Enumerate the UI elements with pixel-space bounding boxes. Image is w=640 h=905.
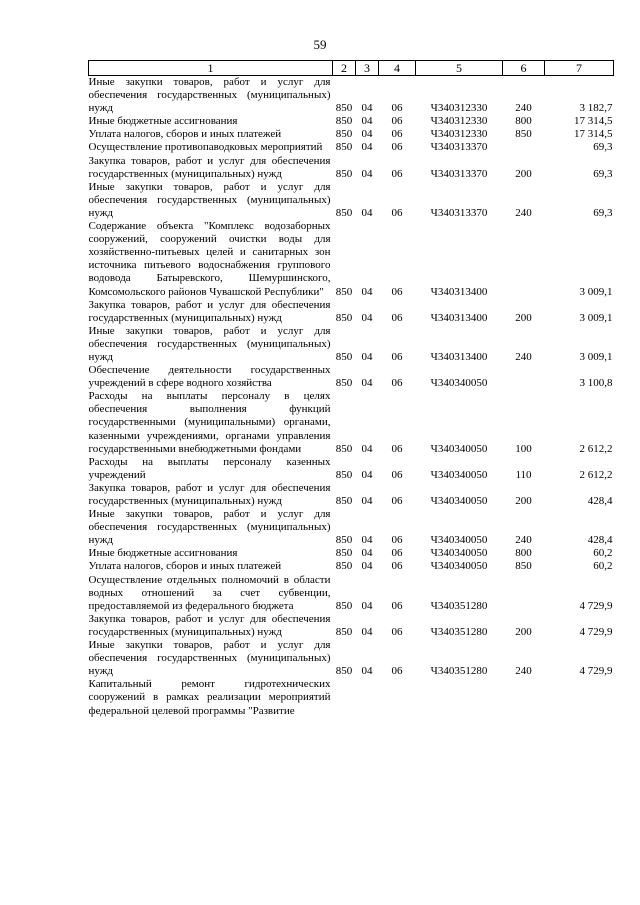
row-section-code: 04: [361, 625, 373, 638]
row-target-article: Ч340313400: [430, 311, 488, 324]
row-subsection-code: 06: [391, 625, 403, 638]
row-subsection-code: 06: [391, 665, 403, 678]
row-expense-type: [503, 220, 545, 299]
row-expense-type: 240: [515, 206, 532, 219]
row-section-code: 04: [361, 599, 373, 612]
row-section-code: [356, 678, 379, 717]
column-header-4: 4: [379, 61, 416, 76]
row-ministry-code: 850: [335, 128, 353, 141]
row-section-code: 04: [361, 495, 373, 507]
row-ministry-code: 850: [335, 115, 353, 128]
row-ministry-code: 850: [335, 167, 353, 180]
column-header-2: 2: [333, 61, 356, 76]
row-section-code: 04: [361, 534, 373, 547]
row-ministry-code: 850: [335, 547, 353, 560]
row-ministry-code: 850: [335, 534, 353, 547]
row-expense-type: 100: [515, 442, 532, 455]
row-amount: [545, 678, 614, 717]
row-expense-type: [503, 141, 545, 154]
row-subsection-code: 06: [391, 102, 403, 115]
column-header-1: 1: [89, 61, 333, 76]
row-target-article: Ч340340050: [430, 468, 488, 481]
table-row: [89, 364, 614, 390]
row-ministry-code: 850: [335, 377, 353, 390]
row-amount: 69,3: [593, 141, 613, 154]
row-target-article: Ч340351280: [430, 625, 488, 638]
row-amount: 17 314,5: [574, 115, 613, 128]
row-section-code: 04: [361, 128, 373, 141]
row-amount: 60,2: [593, 560, 613, 573]
row-subsection-code: 06: [391, 599, 403, 612]
column-header-7: 7: [545, 61, 614, 76]
table-row: [89, 390, 614, 455]
table-row: [89, 639, 614, 678]
row-expense-type: 800: [515, 115, 532, 128]
row-section-code: 04: [361, 377, 373, 390]
table-row: [89, 613, 614, 639]
row-section-code: 04: [361, 102, 373, 115]
header-row: [89, 61, 614, 76]
table-row: [89, 482, 614, 508]
row-name: Капитальный ремонт гидротехнических сооружений в рамках реализации мероприятий федеральной целевой программы "Развитие: [88, 678, 331, 717]
row-name: Закупка товаров, работ и услуг для обеспечения государственных (муниципальных) нужд: [88, 481, 331, 507]
row-ministry-code: 850: [335, 560, 353, 573]
row-subsection-code: 06: [391, 285, 403, 298]
row-target-article: Ч340340050: [430, 495, 488, 507]
row-expense-type: 240: [515, 102, 532, 115]
row-subsection-code: 06: [391, 534, 403, 547]
row-name: Уплата налогов, сборов и иных платежей: [88, 560, 282, 573]
table-row: [89, 508, 614, 547]
table-row: [89, 181, 614, 220]
row-expense-type: 200: [515, 625, 532, 638]
row-subsection-code: 06: [391, 377, 403, 390]
row-expense-type: 240: [515, 534, 532, 547]
row-amount: 428,4: [587, 495, 613, 507]
row-expense-type: 200: [515, 311, 532, 324]
row-amount: 4 729,9: [579, 599, 613, 612]
row-target-article: Ч340340050: [430, 560, 488, 573]
table-row: [89, 547, 614, 560]
row-subsection-code: [379, 678, 416, 717]
row-target-article: Ч340313400: [430, 350, 488, 363]
row-name: Закупка товаров, работ и услуг для обеспечения государственных (муниципальных) нужд: [88, 154, 331, 180]
row-name: Содержание объекта "Комплекс водозаборных сооружений, сооружений очистки воды для хозяйственно-питьевых целей и санитарных зон источника питьевого водоснабжения группового водовода Батыревского, Шемуршинского, Комсомольского районов Чувашской Республики": [88, 220, 331, 298]
row-amount: 3 009,1: [579, 311, 613, 324]
row-name: Иные бюджетные ассигнования: [88, 547, 238, 560]
row-ministry-code: 850: [335, 141, 353, 154]
row-section-code: 04: [361, 285, 373, 298]
row-name: Расходы на выплаты персоналу в целях обеспечения выполнения функций государственными (муниципальными) органами, казенными учреждениями, органами управления государственными внебюджетными фондами: [88, 390, 331, 455]
row-target-article: Ч340351280: [430, 665, 488, 678]
row-subsection-code: 06: [391, 350, 403, 363]
row-name: Уплата налогов, сборов и иных платежей: [88, 128, 282, 141]
row-name: Осуществление отдельных полномочий в области водных отношений за счет субвенции, предоставляемой из федерального бюджета: [88, 573, 331, 612]
row-target-article: Ч340313370: [430, 141, 488, 154]
row-subsection-code: 06: [391, 560, 403, 573]
row-subsection-code: 06: [391, 128, 403, 141]
row-subsection-code: 06: [391, 547, 403, 560]
table-row: [89, 456, 614, 482]
row-target-article: Ч340313400: [430, 285, 488, 298]
row-target-article: Ч340312330: [430, 115, 488, 128]
row-name: Иные закупки товаров, работ и услуг для обеспечения государственных (муниципальных) нужд: [88, 324, 331, 363]
row-name: Закупка товаров, работ и услуг для обеспечения государственных (муниципальных) нужд: [88, 298, 331, 324]
row-amount: 4 729,9: [579, 625, 613, 638]
row-ministry-code: 850: [335, 206, 353, 219]
row-expense-type: 240: [515, 665, 532, 678]
row-expense-type: [503, 678, 545, 717]
row-amount: 2 612,2: [579, 468, 613, 481]
table-row: [89, 325, 614, 364]
row-expense-type: 200: [515, 167, 532, 180]
row-section-code: 04: [361, 167, 373, 180]
row-ministry-code: 850: [335, 442, 353, 455]
row-amount: 3 009,1: [579, 285, 613, 298]
row-expense-type: [503, 364, 545, 390]
table-row: [89, 76, 614, 116]
row-target-article: Ч340340050: [430, 377, 488, 390]
row-section-code: 04: [361, 442, 373, 455]
row-subsection-code: 06: [391, 495, 403, 507]
row-amount: 2 612,2: [579, 442, 613, 455]
row-amount: 69,3: [593, 167, 613, 180]
table-row: [89, 115, 614, 128]
table-row: [89, 155, 614, 181]
row-name: Иные закупки товаров, работ и услуг для обеспечения государственных (муниципальных) нужд: [88, 639, 331, 678]
row-subsection-code: 06: [391, 115, 403, 128]
row-target-article: Ч340351280: [430, 599, 488, 612]
row-ministry-code: 850: [335, 599, 353, 612]
row-target-article: [416, 678, 503, 717]
row-amount: 3 009,1: [579, 350, 613, 363]
row-expense-type: 850: [515, 560, 532, 573]
row-name: Осуществление противопаводковых мероприятий: [88, 141, 323, 154]
row-section-code: 04: [361, 547, 373, 560]
page-number: 59: [313, 37, 327, 52]
row-amount: 60,2: [593, 547, 613, 560]
row-name: Расходы на выплаты персоналу казенных учреждений: [88, 455, 331, 481]
row-expense-type: 110: [515, 468, 532, 481]
row-section-code: 04: [361, 468, 373, 481]
row-expense-type: 240: [515, 350, 532, 363]
row-ministry-code: 850: [335, 102, 353, 115]
column-header-6: 6: [503, 61, 545, 76]
row-name: Иные закупки товаров, работ и услуг для обеспечения государственных (муниципальных) нужд: [88, 76, 331, 115]
table-row: [89, 678, 614, 717]
row-subsection-code: 06: [391, 442, 403, 455]
row-name: Иные бюджетные ассигнования: [88, 115, 238, 128]
table-header: [89, 61, 614, 76]
row-amount: 4 729,9: [579, 665, 613, 678]
row-amount: 69,3: [593, 206, 613, 219]
row-ministry-code: [333, 678, 356, 717]
row-ministry-code: 850: [335, 311, 353, 324]
row-expense-type: [503, 574, 545, 613]
row-section-code: 04: [361, 141, 373, 154]
row-section-code: 04: [361, 311, 373, 324]
row-section-code: 04: [361, 560, 373, 573]
column-header-5: 5: [416, 61, 503, 76]
row-subsection-code: 06: [391, 167, 403, 180]
table-row: [89, 141, 614, 154]
row-expense-type: 850: [515, 128, 532, 141]
row-expense-type: 800: [515, 547, 532, 560]
row-ministry-code: 850: [335, 625, 353, 638]
row-amount: 17 314,5: [574, 128, 613, 141]
row-target-article: Ч340312330: [430, 128, 488, 141]
row-section-code: 04: [361, 665, 373, 678]
row-section-code: 04: [361, 115, 373, 128]
row-subsection-code: 06: [391, 206, 403, 219]
row-amount: 428,4: [587, 534, 613, 547]
row-target-article: Ч340340050: [430, 442, 488, 455]
row-name: Иные закупки товаров, работ и услуг для обеспечения государственных (муниципальных) нужд: [88, 180, 331, 219]
row-subsection-code: 06: [391, 311, 403, 324]
row-amount: 3 100,8: [579, 377, 613, 390]
row-target-article: Ч340313370: [430, 206, 488, 219]
row-name: Обеспечение деятельности государственных учреждений в сфере водного хозяйства: [88, 364, 331, 390]
table-row: [89, 574, 614, 613]
table-row: [89, 220, 614, 299]
row-ministry-code: 850: [335, 350, 353, 363]
row-amount: 3 182,7: [579, 102, 613, 115]
row-ministry-code: 850: [335, 285, 353, 298]
table-body: [89, 76, 614, 718]
row-target-article: Ч340313370: [430, 167, 488, 180]
row-ministry-code: 850: [335, 495, 353, 507]
row-section-code: 04: [361, 350, 373, 363]
row-target-article: Ч340312330: [430, 102, 488, 115]
row-ministry-code: 850: [335, 468, 353, 481]
row-expense-type: 200: [515, 495, 532, 507]
table-row: [89, 299, 614, 325]
row-subsection-code: 06: [391, 141, 403, 154]
table-row: [89, 128, 614, 141]
row-name: Иные закупки товаров, работ и услуг для обеспечения государственных (муниципальных) нужд: [88, 508, 331, 547]
row-target-article: Ч340340050: [430, 534, 488, 547]
row-section-code: 04: [361, 206, 373, 219]
budget-table: [88, 60, 614, 718]
column-header-3: 3: [356, 61, 379, 76]
row-ministry-code: 850: [335, 665, 353, 678]
row-name: Закупка товаров, работ и услуг для обеспечения государственных (муниципальных) нужд: [88, 612, 331, 638]
row-subsection-code: 06: [391, 468, 403, 481]
table-row: [89, 560, 614, 573]
row-target-article: Ч340340050: [430, 547, 488, 560]
